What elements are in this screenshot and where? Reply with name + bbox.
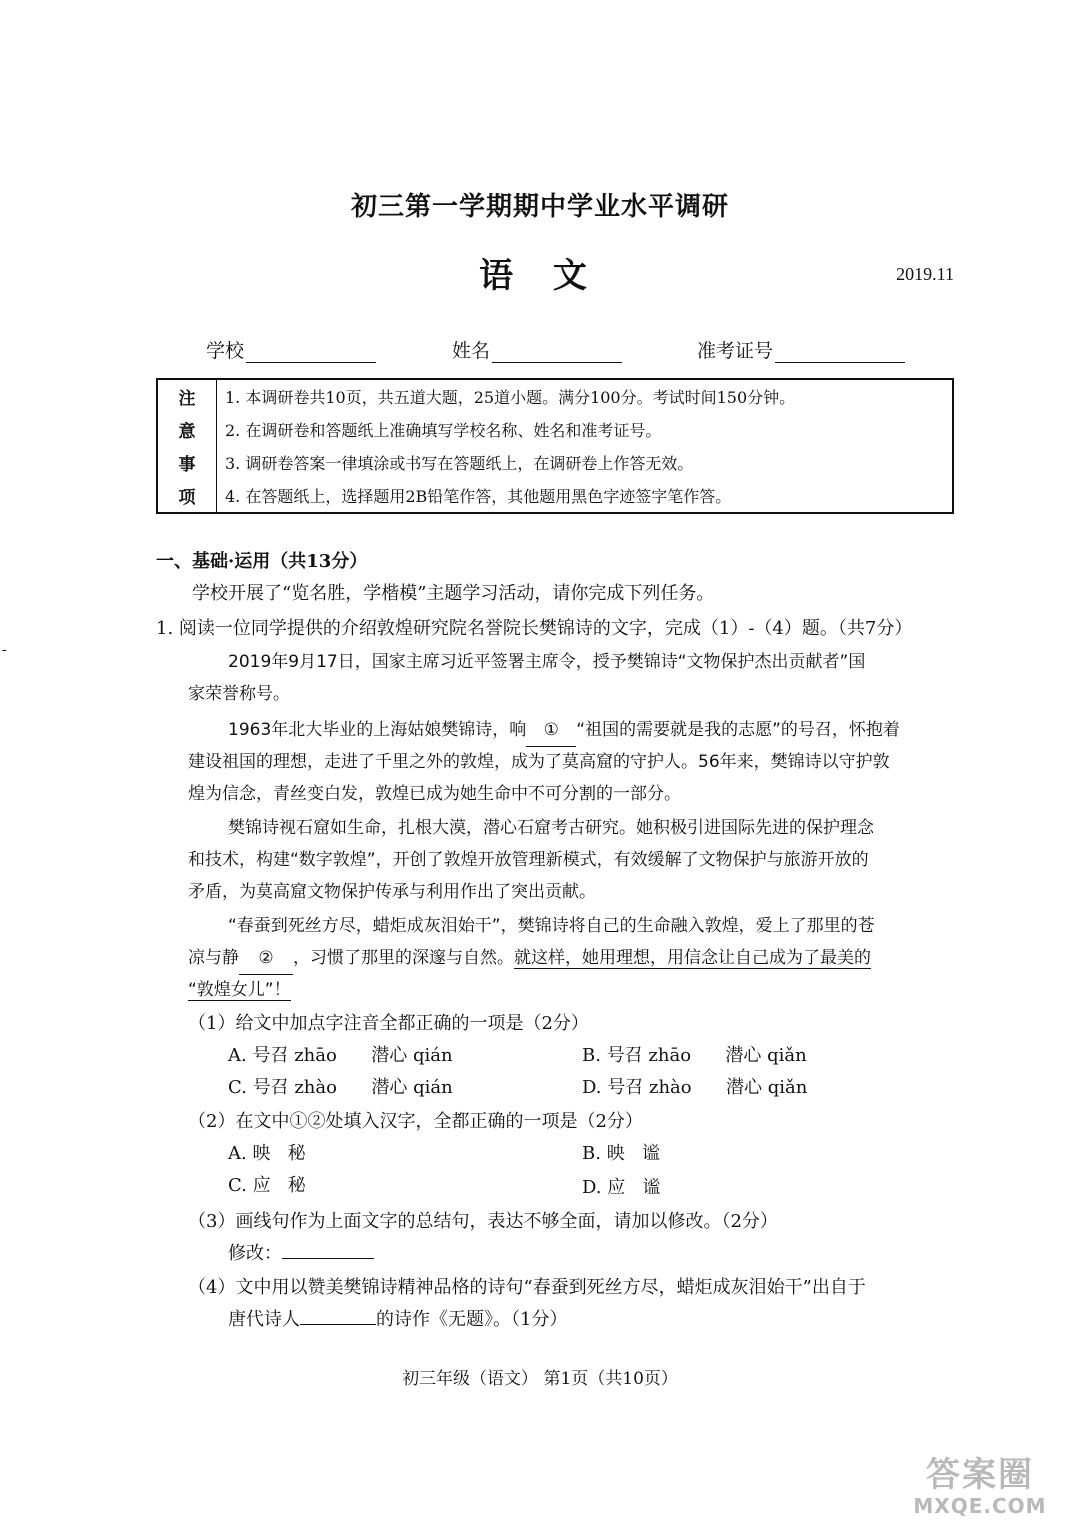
notice-box [156, 378, 954, 514]
sub-question-1: （1）给文中加点字注音全都正确的一项是（2分） [188, 1013, 589, 1034]
notice-side-char: 意 [178, 422, 196, 442]
option-char: 秘 [287, 1143, 306, 1164]
option-word: 潜心 [725, 1045, 762, 1066]
question-text: 的诗作《无题》。（1分） [376, 1309, 568, 1330]
option-d[interactable] [582, 1172, 660, 1204]
passage-text: ，习惯了那里的深邃与自然。 [293, 948, 514, 968]
option-pinyin: zhāo [648, 1045, 692, 1066]
passage-line [188, 974, 291, 1006]
passage-line: “春蚕到死丝方尽，蜡炬成灰泪始干”，樊锦诗将自己的生命融入敦煌，爱上了那里的苍 [228, 916, 875, 936]
passage-text: 1963年北大毕业的上海姑娘樊锦诗，响 [228, 720, 527, 740]
underlined-sentence: 就这样，她用理想，用信念让自己成为了最美的 [514, 948, 871, 968]
sub-question-4: （4）文中用以赞美樊锦诗精神品格的诗句“春蚕到死丝方尽，蜡炬成灰泪始干”出自于 [188, 1277, 866, 1298]
option-label: A. [228, 1045, 247, 1066]
notice-item: 4. 在答题纸上，选择题用2B铅笔作答，其他题用黑色字迹签字笔作答。 [225, 487, 732, 506]
option-label: D. [582, 1177, 602, 1198]
option-label: B. [582, 1143, 601, 1164]
notice-side-char: 事 [178, 455, 196, 475]
exam-id-blank[interactable] [775, 344, 905, 363]
option-a[interactable] [228, 1040, 453, 1072]
question-text: 唐代诗人 [228, 1309, 300, 1330]
option-word: 号召 [252, 1045, 289, 1066]
option-pinyin: zhào [648, 1077, 692, 1098]
passage-line [188, 942, 871, 975]
sub-question-2: （2）在文中①②处填入汉字，全都正确的一项是（2分） [188, 1111, 643, 1132]
option-label: A. [228, 1143, 247, 1164]
option-c[interactable] [228, 1170, 306, 1202]
watermark-url: MXQE.COM [913, 1494, 1047, 1518]
passage-line [228, 714, 900, 747]
passage-line: 煌为信念，青丝变白发，敦煌已成为她生命中不可分割的一部分。 [188, 784, 681, 804]
watermark-text: 答案圈 [926, 1455, 1034, 1495]
sub-question-3: （3）画线句作为上面文字的总结句，表达不够全面，请加以修改。（2分） [188, 1211, 778, 1232]
option-label: C. [228, 1175, 247, 1196]
passage-line: 矛盾，为莫高窟文物保护传承与利用作出了突出贡献。 [188, 882, 596, 902]
passage-line: 樊锦诗视石窟如生命，扎根大漠，潜心石窟考古研究。她积极引进国际先进的保护理念 [228, 818, 874, 838]
passage-line: 2019年9月17日，国家主席习近平签署主席令，授予樊锦诗“文物保护杰出贡献者”国 [228, 652, 866, 672]
blank-2: ② [239, 942, 293, 975]
poet-blank[interactable] [300, 1304, 376, 1325]
revision-blank[interactable] [282, 1238, 374, 1259]
subject-title: 语 文 [479, 256, 601, 296]
notice-items [217, 380, 952, 512]
name-blank[interactable] [492, 344, 622, 363]
school-blank[interactable] [246, 344, 376, 363]
option-b[interactable] [582, 1040, 807, 1072]
option-pinyin: zhāo [294, 1045, 337, 1066]
option-char: 应 [252, 1175, 271, 1196]
option-b[interactable] [582, 1138, 660, 1170]
option-word: 潜心 [371, 1077, 408, 1098]
exam-id-label: 准考证号 [697, 340, 774, 362]
option-c[interactable] [228, 1072, 453, 1104]
school-label: 学校 [206, 340, 245, 362]
notice-item: 2. 在调研卷和答题纸上准确填写学校名称、姓名和准考证号。 [225, 421, 662, 440]
option-word: 号召 [607, 1077, 644, 1098]
notice-item: 3. 调研卷答案一律填涂或书写在答题纸上，在调研卷上作答无效。 [225, 454, 694, 473]
option-pinyin: qián [412, 1045, 453, 1066]
option-pinyin: qiǎn [767, 1045, 807, 1066]
option-label: C. [228, 1077, 247, 1098]
name-field[interactable] [452, 336, 622, 363]
passage-text: 凉与静 [188, 948, 239, 968]
blank-1: ① [526, 714, 576, 747]
option-d[interactable] [582, 1072, 807, 1104]
option-word: 号召 [606, 1045, 643, 1066]
option-a[interactable] [228, 1138, 306, 1170]
option-char: 映 [606, 1143, 625, 1164]
option-label: B. [582, 1045, 601, 1066]
revision-answer[interactable] [228, 1238, 374, 1270]
option-pinyin: qián [413, 1077, 453, 1098]
exam-id-field[interactable] [697, 336, 905, 363]
option-label: D. [582, 1077, 602, 1098]
page-footer: 初三年级（语文） 第1页（共10页） [402, 1369, 678, 1389]
option-char: 映 [252, 1143, 271, 1164]
section-heading: 一、基础·运用（共13分） [156, 551, 368, 572]
passage-line: 建设祖国的理想，走进了千里之外的敦煌，成为了莫高窟的守护人。56年来，樊锦诗以守护敦 [188, 752, 890, 772]
option-word: 潜心 [371, 1045, 408, 1066]
exam-title: 初三第一学期期中学业水平调研 [350, 192, 729, 222]
school-field[interactable] [206, 336, 376, 363]
notice-side-char: 注 [178, 389, 196, 409]
section-intro: 学校开展了“览名胜，学楷模”主题学习活动，请你完成下列任务。 [192, 583, 715, 604]
name-label: 姓名 [452, 340, 491, 362]
passage-line: 家荣誉称号。 [188, 684, 290, 704]
passage-text: “祖国的需要就是我的志愿”的号召，怀抱着 [576, 720, 900, 740]
option-char: 秘 [287, 1175, 306, 1196]
notice-item: 1. 本调研卷共10页，共五道大题，25道小题。满分100分。考试时间150分钟。 [225, 388, 796, 407]
passage-line: 和技术，构建“数字敦煌”，开创了敦煌开放管理新模式，有效缓解了文物保护与旅游开放的 [188, 850, 869, 870]
option-pinyin: qiǎn [767, 1077, 808, 1098]
option-pinyin: zhào [294, 1077, 337, 1098]
question-1: 1. 阅读一位同学提供的介绍敦煌研究院名誉院长樊锦诗的文字，完成（1）-（4）题。（共7分） [156, 618, 913, 639]
option-char: 谧 [641, 1143, 660, 1164]
notice-side [158, 380, 217, 512]
notice-side-char: 项 [178, 488, 196, 508]
watermark-logo [890, 1456, 1070, 1522]
revision-label: 修改： [228, 1243, 282, 1264]
option-word: 潜心 [725, 1077, 762, 1098]
option-word: 号召 [252, 1077, 289, 1098]
option-char: 应 [607, 1177, 626, 1198]
option-char: 谧 [642, 1177, 661, 1198]
sub-question-4-line2 [228, 1304, 567, 1336]
exam-date: 2019.11 [896, 264, 954, 284]
underlined-sentence: “敦煌女儿”！ [188, 980, 291, 1000]
margin-mark: - [2, 642, 7, 658]
